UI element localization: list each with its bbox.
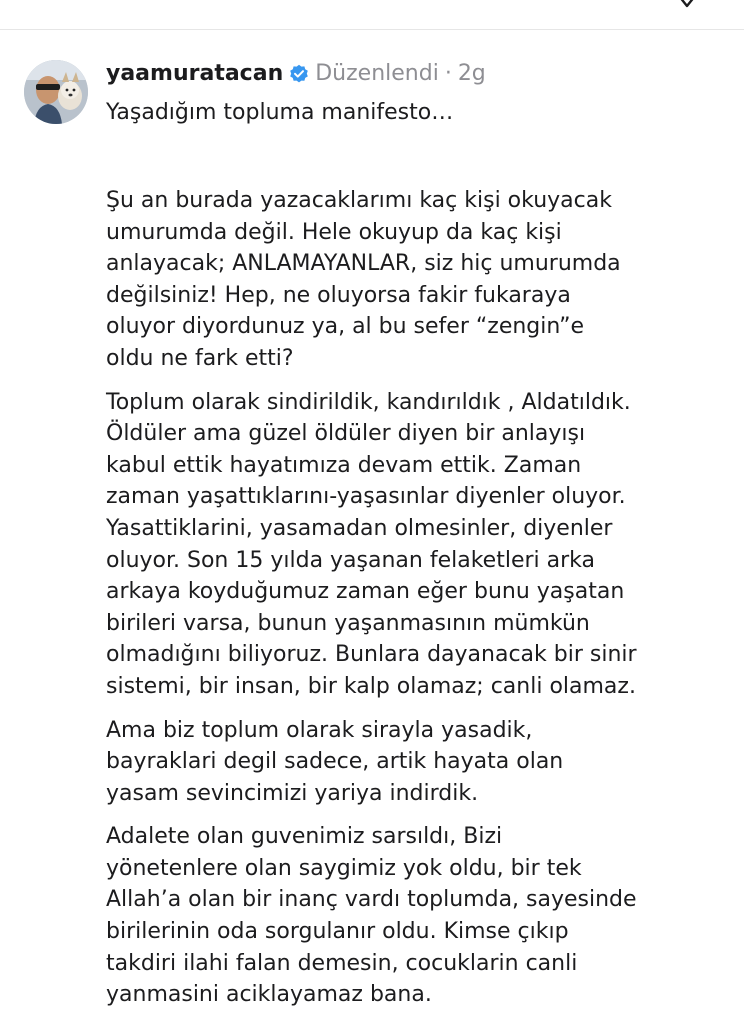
text-line: zaman yaşattıklarını-yaşasınlar diyenler oluyor. <box>106 484 626 510</box>
text-line: arkaya koyduğumuz zaman eğer bunu yaşatan <box>106 579 625 605</box>
post-meta <box>106 56 736 92</box>
text-line: oldu ne fark etti? <box>106 345 294 371</box>
post-age: 2g <box>457 61 486 86</box>
text-line: değilsiniz! Hep, ne oluyorsa fakir fukaraya <box>106 282 571 308</box>
text-line: oluyor. Son 15 yılda yaşanan felaketleri arka <box>106 547 595 573</box>
paragraph-4 <box>106 821 736 1011</box>
text-line: yasam sevincimizi yariya indirdik. <box>106 780 479 806</box>
post-title: Yaşadığım topluma manifesto… <box>106 100 454 125</box>
text-line: birileri varsa, bunun yaşanmasının mümkün <box>106 610 590 636</box>
text-line: birilerinin oda sorgulanır oldu. Kimse çıkıp <box>106 919 569 945</box>
paragraph-1 <box>106 185 736 375</box>
text-line: umurumda değil. Hele okuyup da kaç kişi <box>106 219 562 245</box>
text-line: yönetenlere olan saygimiz yok oldu, bir tek <box>106 855 582 881</box>
text-line: Öldüler ama güzel öldüler diyen bir anlayışı <box>106 421 586 447</box>
text-line: bayraklari degil sadece, artik hayata olan <box>106 749 564 775</box>
paragraph-3 <box>106 715 736 810</box>
text-line: sistemi, bir insan, bir kalp olamaz; canli olamaz. <box>106 673 636 699</box>
post <box>106 56 736 1023</box>
text-line: Toplum olarak sindirildik, kandırıldık , Aldatıldık. <box>106 389 631 415</box>
edited-label: Düzenlendi <box>315 61 439 86</box>
text-line: takdiri ilahi falan demesin, cocuklarin canli <box>106 950 578 976</box>
divider <box>0 29 744 30</box>
text-line: oluyor diyordunuz ya, al bu sefer “zengin”e <box>106 314 585 340</box>
text-line: Ama biz toplum olarak sirayla yasadik, <box>106 717 533 743</box>
avatar[interactable] <box>24 60 88 124</box>
text-line: olmadığını biliyoruz. Bunlara dayanacak bir sinir <box>106 642 637 668</box>
post-body <box>106 185 736 1011</box>
avatar-photo <box>24 60 88 124</box>
chevron-down-icon[interactable] <box>676 0 698 10</box>
meta-separator: · <box>444 61 452 86</box>
username[interactable]: yaamuratacan <box>106 61 284 86</box>
text-line: Allah’a olan bir inanç vardı toplumda, sayesinde <box>106 887 637 913</box>
text-line: yanmasini aciklayamaz bana. <box>106 982 432 1008</box>
text-line: Yasattiklarini, yasamadan olmesinler, diyenler <box>106 515 613 541</box>
text-line: Adalete olan guvenimiz sarsıldı, Bizi <box>106 824 503 850</box>
text-line: Şu an burada yazacaklarımı kaç kişi okuyacak <box>106 188 612 213</box>
text-line: anlayacak; ANLAMAYANLAR, siz hiç umurumda <box>106 251 621 277</box>
paragraph-2 <box>106 387 736 703</box>
verified-badge-icon <box>289 64 309 84</box>
previous-item-strip <box>0 0 744 30</box>
text-line: kabul ettik hayatımıza devam ettik. Zaman <box>106 452 582 478</box>
